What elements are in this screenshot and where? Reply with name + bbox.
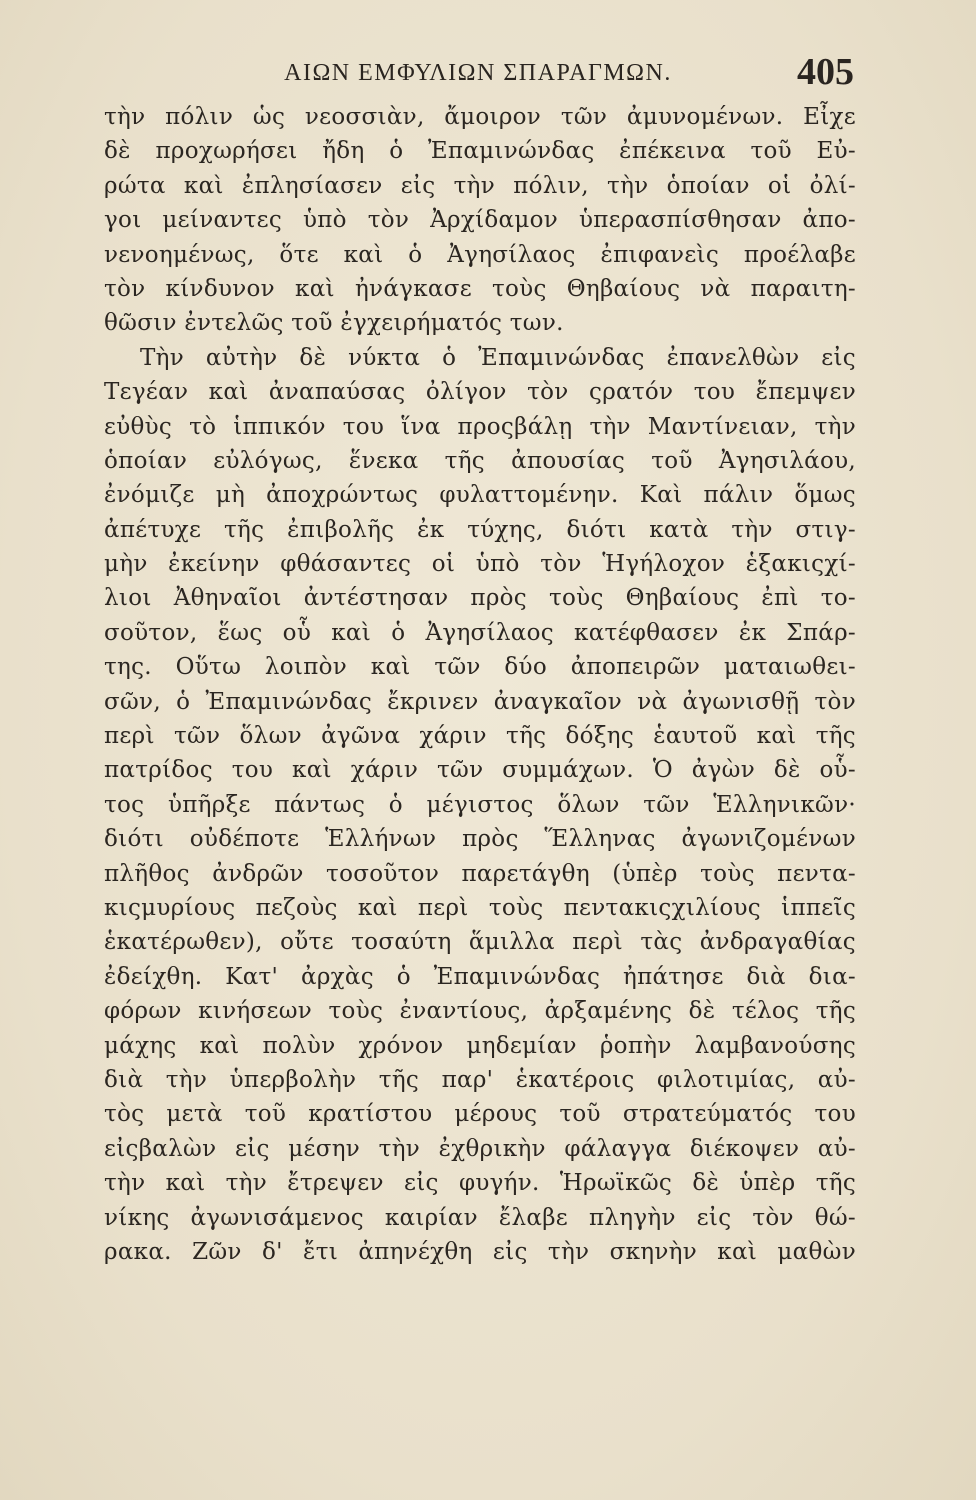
running-head xyxy=(100,50,856,100)
text-line: τὸς μετὰ τοῦ κρατίστου μέρους τοῦ στρατεύματός του xyxy=(104,1101,856,1128)
body-text xyxy=(104,100,856,1269)
text-line: κιςμυρίους πεζοὺς καὶ περὶ τοὺς πεντακιςχιλίους ἱππεῖς xyxy=(104,894,856,921)
text-line: ὁποίαν εὐλόγως, ἕνεκα τῆς ἀπουσίας τοῦ Ἀγησιλάου, xyxy=(104,447,856,474)
text-line: πλῆθος ἀνδρῶν τοσοῦτον παρετάγθη (ὑπὲρ τοὺς πεντα- xyxy=(104,860,856,887)
text-line: σοῦτον, ἕως οὗ καὶ ὁ Ἀγησίλαος κατέφθασεν ἐκ Σπάρ- xyxy=(104,619,856,646)
text-line: τὴν πόλιν ὡς νεοσσιὰν, ἄμοιρον τῶν ἀμυνομένων. Εἶχε xyxy=(104,104,856,130)
text-line: πατρίδος του καὶ χάριν τῶν συμμάχων. Ὁ ἀγὼν δὲ οὗ- xyxy=(104,757,856,784)
text-line: διότι οὐδέποτε Ἑλλήνων πρὸς Ἕλληνας ἀγωνιζομένων xyxy=(104,826,856,853)
text-line: θῶσιν ἐντελῶς τοῦ ἐγχειρήματός των. xyxy=(104,310,564,337)
text-line: ἐνόμιζε μὴ ἀποχρώντως φυλαττομένην. Καὶ πάλιν ὅμως xyxy=(104,482,856,509)
text-line: λιοι Ἀθηναῖοι ἀντέστησαν πρὸς τοὺς Θηβαίους ἐπὶ το- xyxy=(104,585,856,612)
text-line: εὐθὺς τὸ ἱππικόν του ἵνα προςβάλῃ τὴν Μαντίνειαν, τὴν xyxy=(104,413,856,440)
text-line: μάχης καὶ πολὺν χρόνον μηδεμίαν ῥοπὴν λαμβανούσης xyxy=(104,1032,856,1059)
paragraph-start-line: Τὴν αὐτὴν δὲ νύκτα ὁ Ἐπαμινώνδας ἐπανελθὼν εἰς xyxy=(140,344,856,371)
text-line: γοι μείναντες ὑπὸ τὸν Ἀρχίδαμον ὑπερασπίσθησαν ἀπο- xyxy=(104,207,856,234)
text-line: διὰ τὴν ὑπερβολὴν τῆς παρ' ἑκατέροις φιλοτιμίας, αὐ- xyxy=(104,1066,856,1093)
text-line: σῶν, ὁ Ἐπαμινώνδας ἔκρινεν ἀναγκαῖον νὰ ἀγωνισθῇ τὸν xyxy=(104,688,856,715)
text-line: ἐδείχθη. Κατ' ἀρχὰς ὁ Ἐπαμινώνδας ἠπάτησε διὰ δια- xyxy=(104,963,856,990)
text-line: ἑκατέρωθεν), οὔτε τοσαύτη ἅμιλλα περὶ τὰς ἀνδραγαθίας xyxy=(104,929,856,956)
page-number: 405 xyxy=(797,51,854,93)
text-line: τὴν καὶ τὴν ἔτρεψεν εἰς φυγήν. Ἡρωϊκῶς δὲ ὑπὲρ τῆς xyxy=(104,1170,856,1197)
text-line: ρακα. Ζῶν δ' ἔτι ἀπηνέχθη εἰς τὴν σκηνὴν καὶ μαθὼν xyxy=(104,1238,856,1265)
text-line: νίκης ἀγωνισάμενος καιρίαν ἔλαβε πληγὴν εἰς τὸν θώ- xyxy=(104,1204,856,1231)
text-line: τος ὑπῆρξε πάντως ὁ μέγιστος ὅλων τῶν Ἑλληνικῶν· xyxy=(104,791,856,818)
text-line: νενοημένως, ὅτε καὶ ὁ Ἀγησίλαος ἐπιφανεὶς προέλαβε xyxy=(104,241,856,268)
text-line: μὴν ἐκείνην φθάσαντες οἱ ὑπὸ τὸν Ἡγήλοχον ἑξακιςχί- xyxy=(104,551,856,578)
running-title: ΑΙΩΝ ΕΜΦΥΛΙΩΝ ΣΠΑΡΑΓΜΩΝ. xyxy=(284,60,672,86)
text-line: ρώτα καὶ ἐπλησίασεν εἰς τὴν πόλιν, τὴν ὁποίαν οἱ ὀλί- xyxy=(104,172,856,199)
text-line: της. Οὕτω λοιπὸν καὶ τῶν δύο ἀποπειρῶν ματαιωθει- xyxy=(104,654,856,681)
text-line: δὲ προχωρήσει ἤδη ὁ Ἐπαμινώνδας ἐπέκεινα τοῦ Εὐ- xyxy=(104,138,856,165)
text-line: ἀπέτυχε τῆς ἐπιβολῆς ἐκ τύχης, διότι κατὰ τὴν στιγ- xyxy=(104,516,856,543)
text-line: περὶ τῶν ὅλων ἀγῶνα χάριν τῆς δόξης ἑαυτοῦ καὶ τῆς xyxy=(104,723,856,750)
text-line: Τεγέαν καὶ ἀναπαύσας ὀλίγον τὸν ςρατόν του ἔπεμψεν xyxy=(104,379,856,406)
text-line: τὸν κίνδυνον καὶ ἠνάγκασε τοὺς Θηβαίους νὰ παραιτη- xyxy=(104,275,856,302)
text-line: εἰςβαλὼν εἰς μέσην τὴν ἐχθρικὴν φάλαγγα διέκοψεν αὐ- xyxy=(104,1135,856,1162)
text-line: φόρων κινήσεων τοὺς ἐναντίους, ἀρξαμένης δὲ τέλος τῆς xyxy=(104,998,856,1025)
